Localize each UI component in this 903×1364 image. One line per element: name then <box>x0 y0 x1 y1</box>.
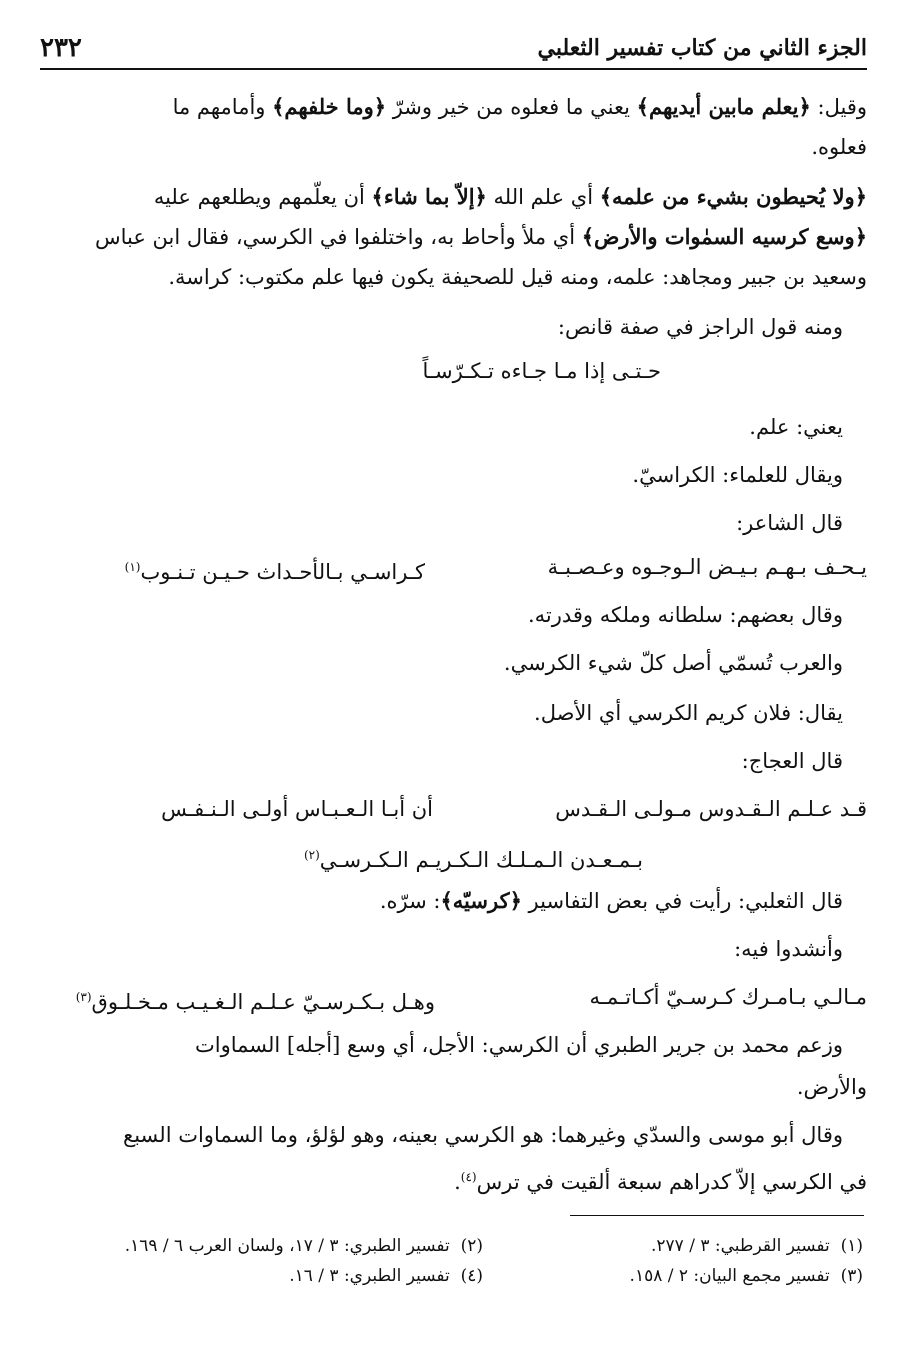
paragraph-1-line-1 <box>173 92 867 122</box>
paragraph-2-line-3: وسعيد بن جبير ومجاهد: علمه، ومنه قيل للصحيفة يكون فيها علم مكتوب: كراسة. <box>168 265 867 289</box>
footnote-marker: (٣) <box>75 990 92 1004</box>
paragraph-1-line-2: فعلوه. <box>811 135 867 159</box>
text: بـمـعـدن الـمـلـك الـكـريـم الـكـرسـي <box>319 848 643 872</box>
footnote-divider <box>570 1215 864 1216</box>
paragraph-8: والعرب تُسمّي أصل كلّ شيء الكرسي. <box>503 651 843 675</box>
text: قال الثعلبي: رأيت في بعض التفاسير <box>521 889 843 913</box>
footnote-number: (٢) <box>460 1236 483 1256</box>
paragraph-7: وقال بعضهم: سلطانه وملكه وقدرته. <box>527 603 843 627</box>
paragraph-2-line-1 <box>154 182 867 212</box>
footnote-2 <box>125 1234 483 1258</box>
quran-quote: ﴿وسع كرسيه السمٰوات والأرض﴾ <box>581 224 867 249</box>
text: وهـل بـكـرسـيّ عـلـم الـغـيـب مـخـلـوق <box>91 990 435 1014</box>
footnote-1 <box>651 1234 863 1258</box>
paragraph-11 <box>380 886 843 916</box>
quran-quote: ﴿كرسيّه﴾ <box>440 888 522 913</box>
text: : سرّه. <box>379 889 441 913</box>
paragraph-3: ومنه قول الراجز في صفة قانص: <box>557 315 843 339</box>
verse-4-first-hemistich: مـالـي بـامـرك كـرسـيّ أكـاتـمـه <box>589 985 867 1009</box>
footnote-number: (٣) <box>840 1266 863 1286</box>
verse-4-second-hemistich <box>76 982 435 1017</box>
footnote-number: (٤) <box>460 1266 483 1286</box>
paragraph-14-line-2 <box>454 1162 867 1197</box>
paragraph-2-line-2 <box>95 222 867 252</box>
paragraph-9: يقال: فلان كريم الكرسي أي الأصل. <box>534 701 843 725</box>
text: أي علم الله <box>486 185 600 209</box>
footnote-text: تفسير القرطبي: ٣ / ٢٧٧. <box>651 1236 830 1256</box>
paragraph-13-line-2: والأرض. <box>796 1075 867 1099</box>
quran-quote: ﴿يعلم مابين أيديهم﴾ <box>636 94 811 119</box>
footnote-text: تفسير الطبري: ٣ / ١٦. <box>289 1266 450 1286</box>
footnote-number: (١) <box>840 1236 863 1256</box>
text: أن يعلّمهم ويطلعهم عليه <box>153 185 372 209</box>
verse-3-second-hemistich: أن أبـا الـعـبـاس أولـى الـنـفـس <box>161 797 433 821</box>
footnote-4 <box>289 1264 483 1288</box>
footnote-marker: (١) <box>124 560 141 574</box>
quran-quote: ﴿ولا يُحيطون بشيء من علمه﴾ <box>599 184 867 209</box>
verse-3-first-hemistich: قـد عـلـم الـقـدوس مـولـى الـقـدس <box>555 797 867 821</box>
text: أي ملأ وأحاط به، واختلفوا في الكرسي، فقال ابن عباس <box>94 225 582 249</box>
footnote-marker: (٤) <box>460 1170 477 1184</box>
paragraph-12: وأنشدوا فيه: <box>734 937 843 961</box>
footnote-text: تفسير مجمع البيان: ٢ / ١٥٨. <box>629 1266 830 1286</box>
text: يعني ما فعلوه من خير وشرّ <box>386 95 637 119</box>
page-header <box>40 28 867 70</box>
book-title: الجزء الثاني من كتاب تفسير الثعلبي <box>537 35 867 61</box>
footnote-text: تفسير الطبري: ٣ / ١٧، ولسان العرب ٦ / ١٦٩. <box>124 1236 450 1256</box>
paragraph-10: قال العجاج: <box>741 749 843 773</box>
quran-quote: ﴿وما خلفهم﴾ <box>272 94 387 119</box>
verse-2-first-hemistich: يـحـف بـهـم بـيـض الـوجـوه وعـصـبـة <box>547 555 867 579</box>
verse-1: حـتـى إذا مـا جـاءه تـكـرّسـاً <box>422 359 661 383</box>
text: وأمامهم ما <box>172 95 273 119</box>
paragraph-5: ويقال للعلماء: الكراسيّ. <box>632 463 843 487</box>
footnote-3 <box>630 1264 863 1288</box>
text: . <box>454 1170 461 1194</box>
paragraph-14-line-1: وقال أبو موسى والسدّي وغيرهما: هو الكرسي بعينه، وهو لؤلؤ، وما السماوات السبع <box>123 1123 843 1147</box>
paragraph-6: قال الشاعر: <box>736 511 843 535</box>
paragraph-4: يعني: علم. <box>749 415 843 439</box>
text: كـراسـي بـالأحـداث حـيـن تـنـوب <box>140 560 425 584</box>
text: في الكرسي إلاّ كدراهم سبعة ألقيت في ترس <box>476 1170 867 1194</box>
page-number: ٢٣٢ <box>40 33 82 63</box>
text: وقيل: <box>810 95 867 119</box>
quran-quote: ﴿إلاّ بما شاء﴾ <box>371 184 487 209</box>
verse-3-third-hemistich <box>304 840 643 875</box>
paragraph-13-line-1: وزعم محمد بن جرير الطبري أن الكرسي: الأجل، أي وسع [أجله] السماوات <box>194 1033 843 1057</box>
verse-2-second-hemistich <box>125 552 425 587</box>
footnote-marker: (٢) <box>303 848 320 862</box>
